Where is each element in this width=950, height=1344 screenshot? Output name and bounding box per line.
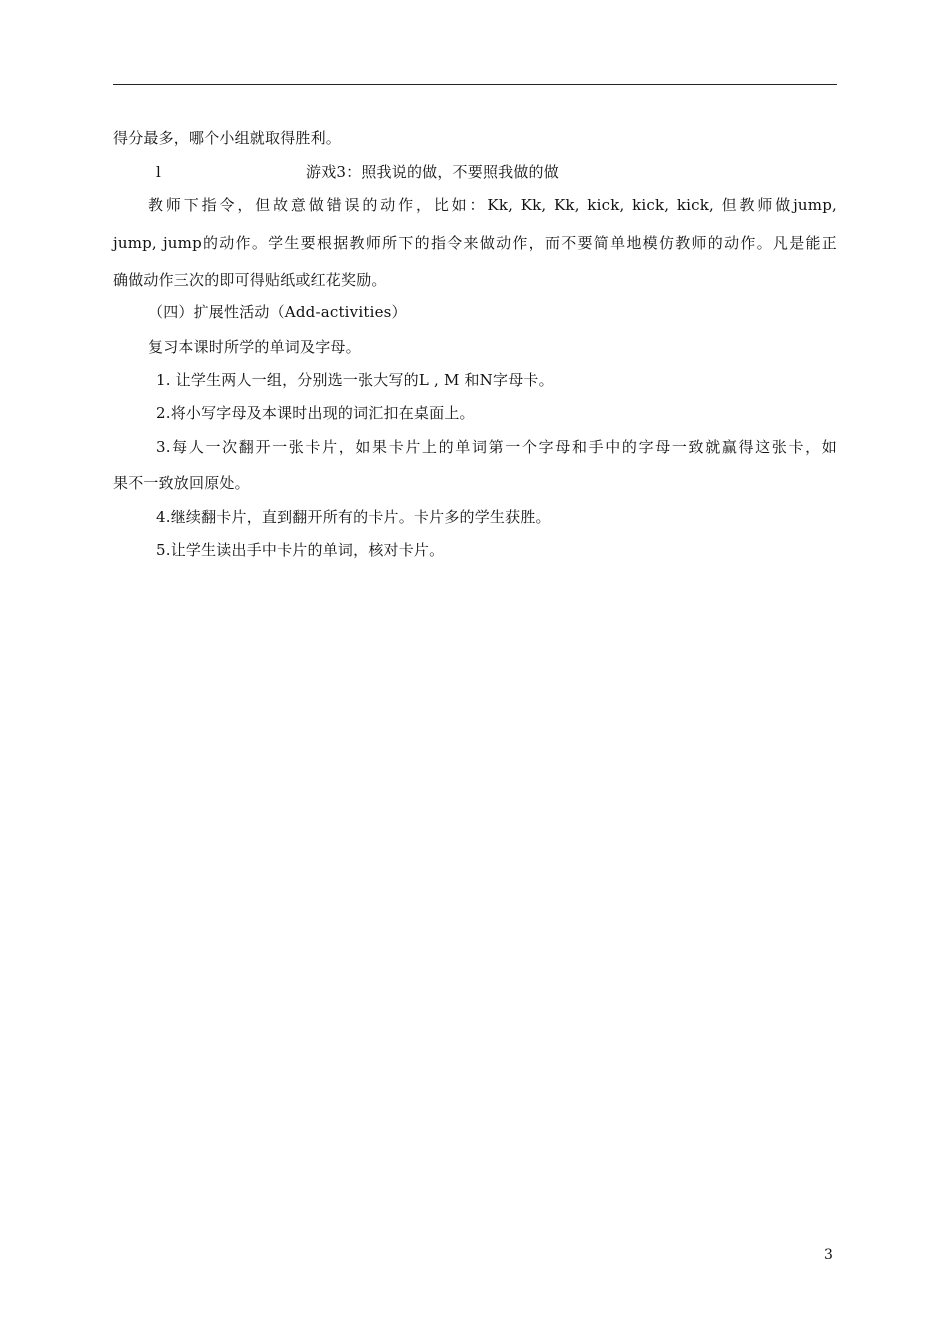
list-item-2: 2.将小写字母及本课时出现的词汇扣在桌面上。: [156, 404, 475, 422]
text-line-5: 确做动作三次的即可得贴纸或红花奖励。: [113, 271, 387, 289]
list-item-5: 5.让学生读出手中卡片的单词，核对卡片。: [156, 541, 445, 559]
list-item-4: 4.继续翻卡片，直到翻开所有的卡片。卡片多的学生获胜。: [156, 508, 551, 526]
text-line-4: jump, jump的动作。学生要根据教师所下的指令来做动作，而不要简单地模仿教师的动作。凡是能正: [113, 234, 837, 252]
list-item-1: 1. 让学生两人一组，分别选一张大写的L , M 和N字母卡。: [156, 371, 554, 389]
bullet-icon: l: [156, 163, 161, 181]
page-number: 3: [824, 1247, 833, 1263]
header-rule: [113, 84, 837, 85]
list-item-3: 3.每人一次翻开一张卡片，如果卡片上的单词第一个字母和手中的字母一致就赢得这张卡，如: [156, 438, 837, 456]
text-line-game-3-heading: 游戏3：照我说的做，不要照我做的做: [306, 163, 559, 181]
list-item-3-continued: 果不一致放回原处。: [113, 474, 250, 492]
section-heading-extension-activities: （四）扩展性活动（Add-activities）: [148, 303, 407, 321]
text-line-7: 复习本课时所学的单词及字母。: [148, 338, 361, 356]
text-line-1: 得分最多，哪个小组就取得胜利。: [113, 129, 342, 147]
text-line-3: 教师下指令，但故意做错误的动作，比如：Kk, Kk, Kk, kick, kick, kick, 但教师做jump,: [148, 196, 837, 214]
